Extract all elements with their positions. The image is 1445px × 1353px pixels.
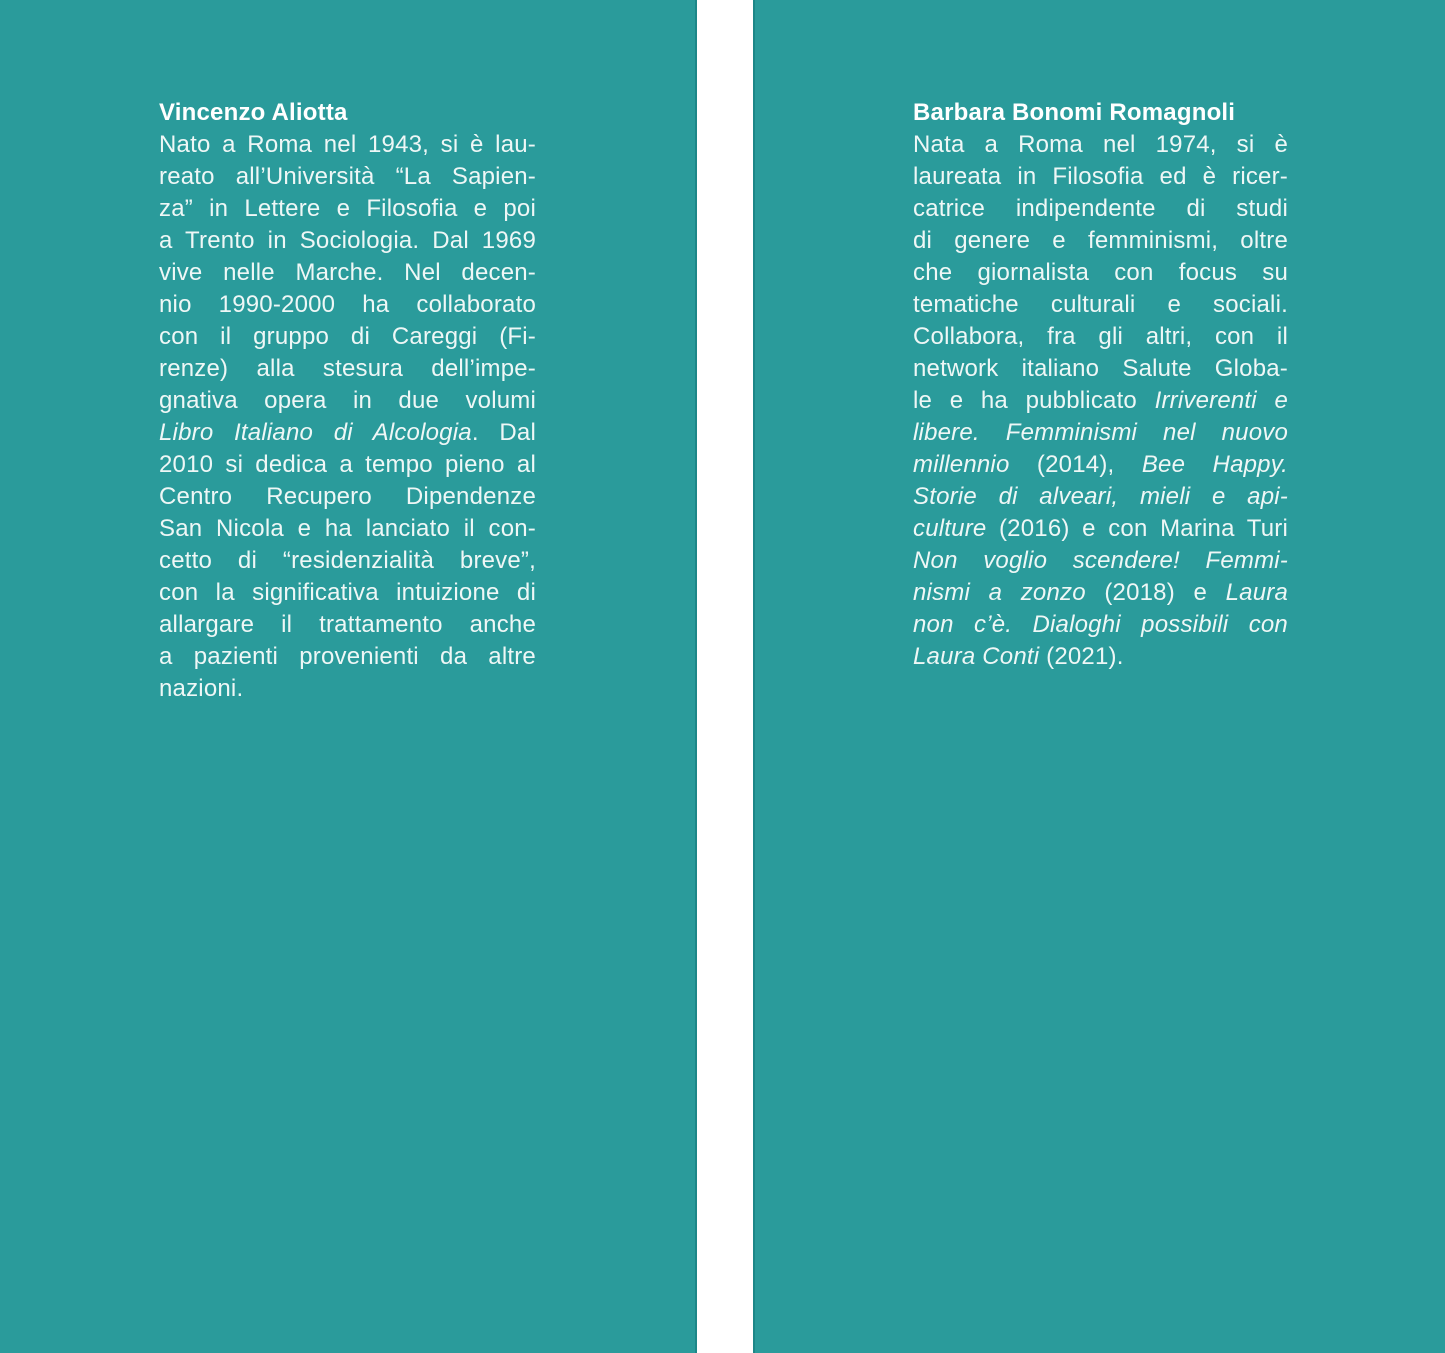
right-bio-text bbox=[913, 129, 1288, 673]
bio-line: Nato a Roma nel 1943, si è lau- bbox=[159, 131, 536, 158]
bio-line: San Nicola e ha lanciato il con- bbox=[159, 515, 536, 542]
bio-line: tematiche culturali e sociali. bbox=[913, 291, 1288, 318]
bio-line: nazioni. bbox=[159, 675, 244, 702]
right-bio bbox=[913, 97, 1288, 673]
bio-line: reato all’Università “La Sapien- bbox=[159, 163, 536, 190]
left-bio-text bbox=[159, 129, 536, 705]
bio-line: culture (2016) e con Marina Turi bbox=[913, 515, 1288, 542]
bio-line: laureata in Filosofia ed è ricer- bbox=[913, 163, 1288, 190]
bio-line: Non voglio scendere! Femmi- bbox=[913, 547, 1288, 574]
bio-line: za” in Lettere e Filosofia e poi bbox=[159, 195, 536, 222]
bio-line: nio 1990-2000 ha collaborato bbox=[159, 291, 536, 318]
bio-line: di genere e femminismi, oltre bbox=[913, 227, 1288, 254]
bio-line: a pazienti provenienti da altre bbox=[159, 643, 536, 670]
bio-line: vive nelle Marche. Nel decen- bbox=[159, 259, 536, 286]
left-flap-panel bbox=[0, 0, 697, 1353]
bio-line: catrice indipendente di studi bbox=[913, 195, 1288, 222]
bio-line: Nata a Roma nel 1974, si è bbox=[913, 131, 1288, 158]
bio-line: Storie di alveari, mieli e api- bbox=[913, 483, 1288, 510]
author-name-vincenzo-aliotta: Vincenzo Aliotta bbox=[159, 99, 348, 126]
right-flap-panel bbox=[753, 0, 1445, 1353]
bio-line: millennio (2014), Bee Happy. bbox=[913, 451, 1288, 478]
bio-line: Libro Italiano di Alcologia. Dal bbox=[159, 419, 536, 446]
bio-line: con la significativa intuizione di bbox=[159, 579, 536, 606]
bio-line: network italiano Salute Globa- bbox=[913, 355, 1288, 382]
bio-line: le e ha pubblicato Irriverenti e bbox=[913, 387, 1288, 414]
center-gutter bbox=[697, 0, 753, 1353]
bio-line: a Trento in Sociologia. Dal 1969 bbox=[159, 227, 536, 254]
bio-line: Centro Recupero Dipendenze bbox=[159, 483, 536, 510]
bio-line: Collabora, fra gli altri, con il bbox=[913, 323, 1288, 350]
bio-line: Laura Conti (2021). bbox=[913, 643, 1124, 670]
bio-line: che giornalista con focus su bbox=[913, 259, 1288, 286]
bio-line: non c’è. Dialoghi possibili con bbox=[913, 611, 1288, 638]
bio-line: con il gruppo di Careggi (Fi- bbox=[159, 323, 536, 350]
bio-line: libere. Femminismi nel nuovo bbox=[913, 419, 1288, 446]
bio-line: renze) alla stesura dell’impe- bbox=[159, 355, 536, 382]
bio-line: cetto di “residenzialità breve”, bbox=[159, 547, 536, 574]
bio-line: nismi a zonzo (2018) e Laura bbox=[913, 579, 1288, 606]
author-name-barbara-bonomi-romagnoli: Barbara Bonomi Romagnoli bbox=[913, 99, 1236, 126]
bio-line: allargare il trattamento anche bbox=[159, 611, 536, 638]
left-bio bbox=[159, 97, 536, 705]
bio-line: 2010 si dedica a tempo pieno al bbox=[159, 451, 536, 478]
bio-line: gnativa opera in due volumi bbox=[159, 387, 536, 414]
